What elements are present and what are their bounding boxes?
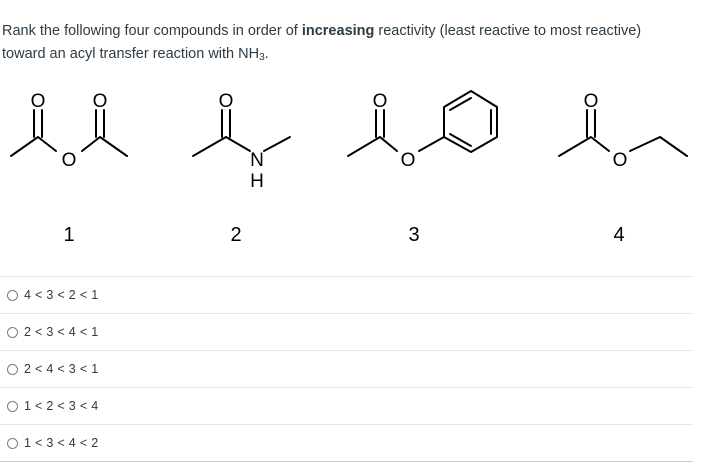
atom-H-2: H (250, 171, 264, 192)
radio-button[interactable] (7, 438, 18, 449)
compound-2-structure (193, 110, 290, 156)
atom-O-1a: O (30, 91, 46, 112)
answer-label: 4 < 3 < 2 < 1 (24, 288, 99, 302)
compound-3-structure (348, 91, 497, 156)
answer-option-4[interactable] (0, 387, 693, 424)
radio-button[interactable] (7, 290, 18, 301)
answer-option-3[interactable] (0, 350, 693, 387)
question-line2: toward an acyl transfer reaction with NH (2, 46, 260, 62)
question-subscript: 3 (259, 52, 265, 63)
answer-label: 2 < 3 < 4 < 1 (24, 325, 99, 339)
compound-structures (0, 80, 726, 280)
radio-button[interactable] (7, 364, 18, 375)
question-line2-end: . (264, 46, 269, 62)
compound-label-4: 4 (613, 224, 625, 246)
atom-O-3a: O (372, 91, 388, 112)
atom-O-2: O (218, 91, 234, 112)
compound-label-1: 1 (63, 224, 75, 246)
answer-option-5[interactable] (0, 424, 693, 462)
question-text (2, 20, 717, 66)
answer-list (0, 276, 693, 462)
answer-label: 1 < 2 < 3 < 4 (24, 399, 99, 413)
question-part2: reactivity (least reactive to most reactive) (374, 23, 642, 39)
question-part1: Rank the following four compounds in order of (2, 23, 302, 39)
atom-O-4a: O (583, 91, 599, 112)
answer-option-2[interactable] (0, 313, 693, 350)
atom-O-3b: O (400, 150, 416, 171)
question-emphasis: increasing (301, 23, 375, 39)
atom-O-1b: O (92, 91, 108, 112)
answer-label: 2 < 4 < 3 < 1 (24, 362, 99, 376)
atom-O-1c: O (61, 150, 77, 171)
atom-N-2: N (250, 150, 264, 171)
compound-label-3: 3 (408, 224, 420, 246)
answer-option-1[interactable] (0, 276, 693, 313)
radio-button[interactable] (7, 401, 18, 412)
atom-O-4b: O (612, 150, 628, 171)
compound-label-2: 2 (230, 224, 242, 246)
radio-button[interactable] (7, 327, 18, 338)
answer-label: 1 < 3 < 4 < 2 (24, 436, 99, 450)
